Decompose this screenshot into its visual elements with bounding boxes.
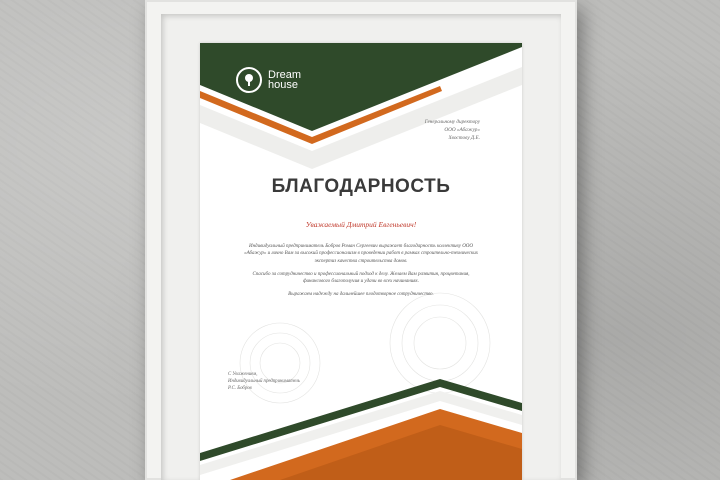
recipient-company: ООО «Абажур» (444, 127, 480, 133)
company-logo (236, 67, 301, 93)
body-paragraph-3: Выражаем надежду на дальнейшее плодотворное сотрудничество. (288, 292, 434, 298)
signature-block (228, 371, 300, 392)
recipient-name: Хвостову Д.Е. (448, 135, 480, 141)
body-paragraph-2: Спасибо за сотрудничество и профессиональный подход к делу. Желаем Вам развития, процветания, финансового благополучия и удачи во всех начинаниях. (252, 271, 470, 285)
document-title: БЛАГОДАРНОСТЬ (271, 176, 451, 197)
recipient-position: Генеральному директору (424, 119, 480, 125)
greeting: Уважаемый Дмитрий Евгеньевич! (305, 220, 417, 229)
certificate-document (200, 43, 522, 480)
tree-icon (236, 67, 262, 93)
recipient-block (425, 118, 480, 142)
body-text (240, 243, 482, 305)
body-paragraph-1: Индивидуальный предприниматель Бобров Роман Сергеевич выражает благодарность коллективу ООО «Абажур» и лично Вам за высокий профессионализм в проведении работ в рамках строительно-технических экспертиз качества строительства домов. (244, 244, 478, 264)
logo-wordmark (268, 70, 301, 90)
signature-closing: С Уважением, (228, 372, 258, 377)
logo-line-1: Dream (268, 69, 302, 81)
signature-name: Р.С. Бобров (228, 386, 252, 391)
logo-line-2: house (268, 79, 298, 91)
signature-title: Индивидуальный предприниматель (228, 379, 300, 384)
